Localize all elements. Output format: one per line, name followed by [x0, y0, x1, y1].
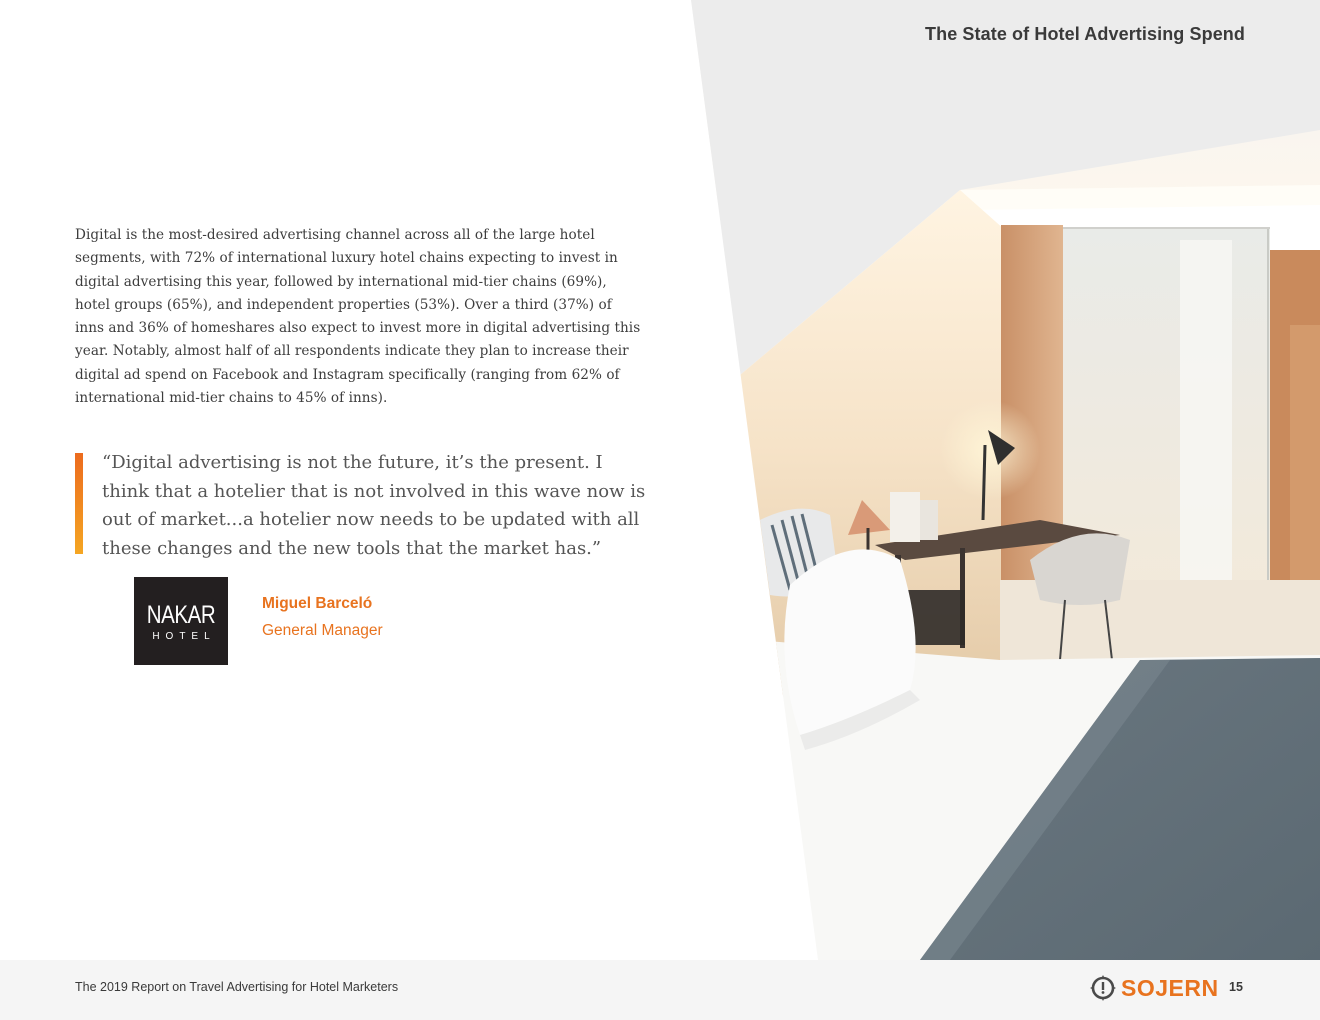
pull-quote: “Digital advertising is not the future, it’s the present. I think that a hotelier that is not involved in this wave now is out of market...a hotelier now needs to be updated with all these changes and the new tools that the market has.”: [102, 452, 646, 559]
sojern-logo: [1089, 973, 1219, 1003]
page-number: 15: [1229, 980, 1243, 994]
report-title: The 2019 Report on Travel Advertising for Hotel Marketers: [75, 980, 399, 994]
brand-name: SOJERN: [1121, 974, 1219, 1001]
nakar-hotel-logo: [134, 577, 228, 665]
logo-wordmark: NAKAR: [146, 601, 216, 629]
page-footer: [0, 960, 1320, 1020]
logo-subtitle: HOTEL: [152, 631, 216, 642]
attribution-name: Miguel Barceló: [262, 595, 373, 612]
sojern-compass-icon: [1089, 974, 1117, 1002]
attribution-role: General Manager: [262, 622, 383, 639]
body-paragraph: Digital is the most-desired advertising channel across all of the large hotel segments, with 72% of international luxury hotel chains expecting to invest in digital advertising this year, followed by international mid-tier chains (69%), hotel groups (65%), and independent properties (53%). Over a third (37%) of inns and 36% of homeshares also expect to invest more in digital advertising this year. Notably, almost half of all respondents indicate they plan to increase their digital ad spend on Facebook and Instagram specifically (ranging from 62% of international mid-tier chains to 45% of inns).: [75, 227, 641, 407]
section-title: The State of Hotel Advertising Spend: [925, 24, 1245, 44]
quote-accent-bar: [75, 453, 83, 554]
